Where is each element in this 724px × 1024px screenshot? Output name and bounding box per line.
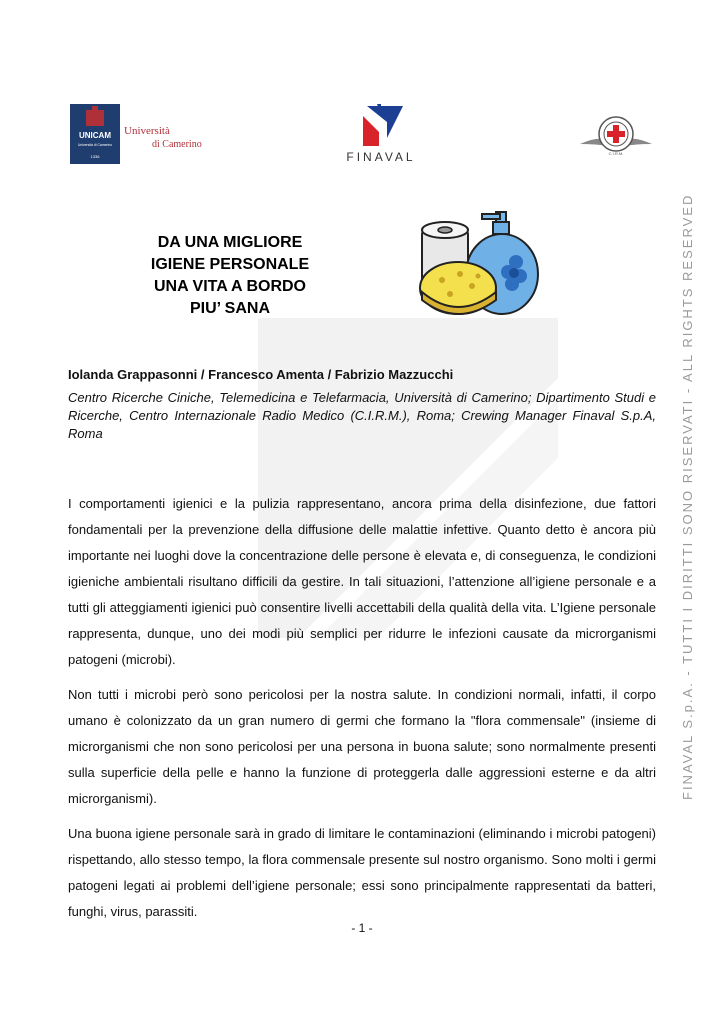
unicam-wordmark-line2: di Camerino: [152, 139, 202, 150]
rights-reserved-note: FINAVAL S.p.A. - TUTTI I DIRITTI SONO RISERVATI - ALL RIGHTS RESERVED: [680, 193, 695, 800]
unicam-wordmark: [122, 122, 232, 152]
finaval-logo: [345, 104, 417, 164]
unicam-logo: [70, 104, 230, 164]
cirm-emblem-icon: [578, 112, 654, 158]
unicam-shield-text: UNICAM: [79, 131, 111, 140]
document-title: [130, 232, 330, 320]
authors-line: Iolanda Grappasonni / Francesco Amenta / Fabrizio Mazzucchi: [68, 367, 454, 382]
hygiene-products-illustration: [412, 210, 548, 320]
page-number: - 1 -: [351, 921, 373, 935]
unicam-shield-subtext: Università di Camerino: [77, 143, 113, 147]
body-text: [68, 491, 656, 934]
affiliation-text: Centro Ricerche Ciniche, Telemedicina e Telefarmacia, Università di Camerino; Dipartimento Studi e Ricerche, Centro Internazionale Radio Medico (C.I.R.M.), Roma; Crewing Manager Finaval S.p.A, Roma: [68, 390, 656, 441]
title-line: PIU’ SANA: [189, 300, 270, 317]
unicam-wordmark-line1: Università: [124, 125, 170, 137]
unicam-shield-year: 1336: [90, 154, 100, 159]
paragraph: Non tutti i microbi però sono pericolosi per la nostra salute. In condizioni normali, infatti, il corpo umano è colonizzato da un gran numero di germi che formano la "flora commensale" (insieme di microrganismi che non sono pericolosi per una persona in buona salute; sono normalmente presenti sulla superficie della pelle e hanno la funzione di proteggerla dalle aggressioni esterne e da altri microrganismi).: [68, 687, 656, 806]
finaval-mark-icon: [363, 104, 403, 146]
title-line: UNA VITA A BORDO: [154, 278, 306, 295]
title-line: DA UNA MIGLIORE: [157, 234, 303, 251]
paragraph: I comportamenti igienici e la pulizia rappresentano, ancora prima della disinfezione, due fattori fondamentali per la prevenzione della diffusione delle malattie infettive. Quanto detto è ancora più importante nei luoghi dove la concentrazione delle persone è elevata e, di conseguenza, le condizioni igieniche ambientali risultano difficili da gestire. In tali situazioni, l’attenzione all’igiene personale e a tutti gli atteggiamenti igienici può consentire livelli accettabili della qualità della vita. L’Igiene personale rappresenta, dunque, uno dei modi più semplici per ridurre le infezioni causate da microrganismi patogeni (microbi).: [68, 496, 656, 667]
cirm-emblem-text: C.I.R.M.: [608, 151, 624, 156]
unicam-shield-icon: [70, 104, 120, 164]
title-line: IGIENE PERSONALE: [150, 256, 310, 273]
finaval-wordmark: FINAVAL: [346, 150, 416, 164]
paragraph: Una buona igiene personale sarà in grado di limitare le contaminazioni (eliminando i microbi patogeni) rispettando, allo stesso tempo, la flora commensale presente sul nostro organismo. Sono molti i germi patogeni legati ai problemi dell’igiene personale; essi sono principalmente rappresentati da batteri, funghi, virus, parassiti.: [68, 826, 656, 919]
